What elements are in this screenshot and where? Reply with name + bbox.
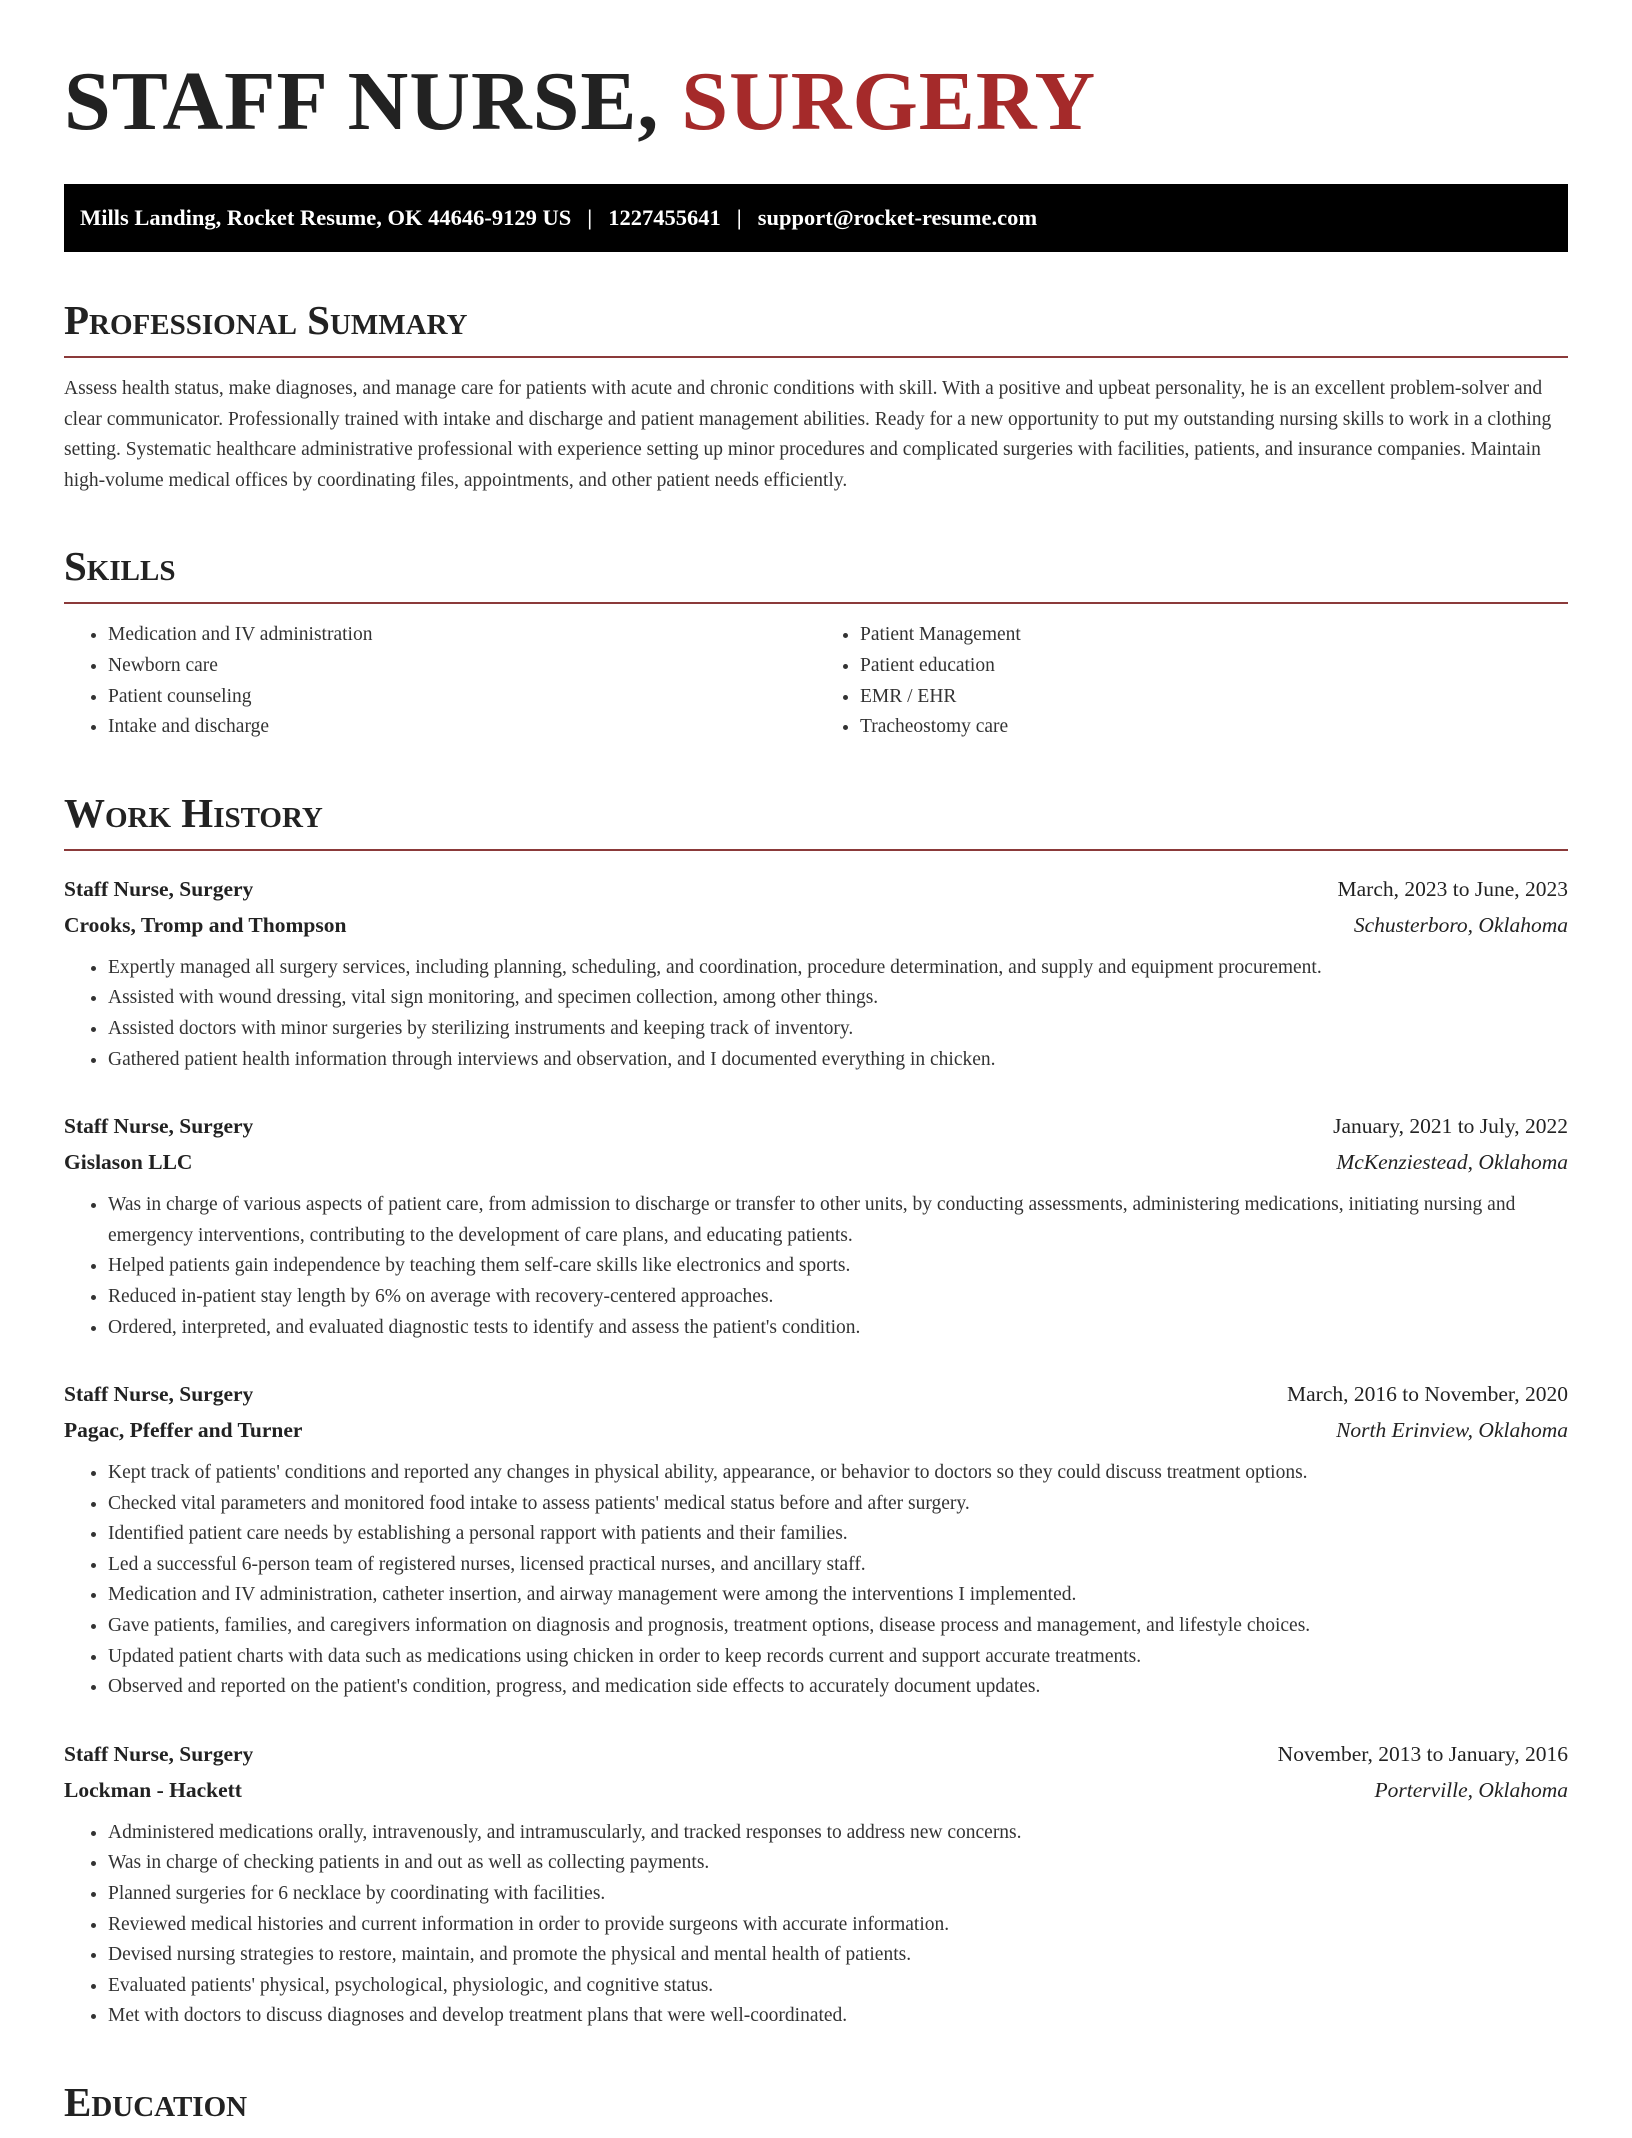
contact-phone: 1227455641 <box>608 205 721 230</box>
skill-item: • EMR / EHR <box>860 682 1568 713</box>
job-bullet: • Checked vital parameters and monitored food intake to assess patients' medical status before and after surgery. <box>108 1489 1568 1520</box>
skill-item: • Newborn care <box>108 651 816 682</box>
job-company: Crooks, Tromp and Thompson <box>64 912 347 937</box>
job-location: Schusterboro, Oklahoma <box>1353 912 1568 937</box>
job-bullet: • Expertly managed all surgery services, including planning, scheduling, and coordination, procedure determination, and supply and equipment procurement. <box>108 953 1568 984</box>
job-bullet: • Was in charge of various aspects of patient care, from admission to discharge or transfer to other units, by conducting assessments, administering medications, initiating nursing and emergency interventions, contributing to the development of care plans, and educating patients. <box>108 1190 1568 1251</box>
job-company: Gislason LLC <box>64 1150 193 1175</box>
job-dates: November, 2013 to January, 2016 <box>1277 1741 1568 1766</box>
title-accent: SURGERY <box>681 55 1097 148</box>
title-main: STAFF NURSE, <box>64 55 682 148</box>
skill-item: • Patient education <box>860 651 1568 682</box>
job-bullet: • Led a successful 6-person team of registered nurses, licensed practical nurses, and ancillary staff. <box>108 1550 1568 1581</box>
job-bullet: • Identified patient care needs by establishing a personal rapport with patients and their families. <box>108 1519 1568 1550</box>
job-bullets <box>64 953 1568 1075</box>
job-bullet: • Devised nursing strategies to restore, maintain, and promote the physical and mental health of patients. <box>108 1940 1568 1971</box>
job-bullet: • Met with doctors to discuss diagnoses and develop treatment plans that were well-coordinated. <box>108 2001 1568 2032</box>
job-bullet: • Administered medications orally, intravenously, and intramuscularly, and tracked responses to address new concerns. <box>108 1818 1568 1849</box>
job-bullet: • Was in charge of checking patients in and out as well as collecting payments. <box>108 1848 1568 1879</box>
job-bullets <box>64 1458 1568 1703</box>
skill-item: • Intake and discharge <box>108 712 816 743</box>
skill-item: • Tracheostomy care <box>860 712 1568 743</box>
job-entry <box>64 871 1568 1075</box>
job-bullet: • Observed and reported on the patient's condition, progress, and medication side effects to accurately document updates. <box>108 1672 1568 1703</box>
job-company: Lockman - Hackett <box>64 1777 242 1802</box>
skills-heading: Skills <box>64 544 1568 604</box>
job-bullet: • Assisted doctors with minor surgeries by sterilizing instruments and keeping track of inventory. <box>108 1014 1568 1045</box>
job-title: Staff Nurse, Surgery <box>64 1382 254 1407</box>
skills-list <box>64 620 1568 742</box>
job-bullet: • Reviewed medical histories and current information in order to provide surgeons with accurate information. <box>108 1910 1568 1941</box>
summary-text: Assess health status, make diagnoses, and manage care for patients with acute and chronic conditions with skill. With a positive and upbeat personality, he is an excellent problem-solver and clear communicator. Professionally trained with intake and discharge and patient management abilities. Ready for a new opportunity to put my outstanding nursing skills to work in a clothing setting. Systematic healthcare administrative professional with experience setting up minor procedures and complicated surgeries with facilities, patients, and insurance companies. Maintain high-volume medical offices by coordinating files, appointments, and other patient needs efficiently. <box>64 378 1552 491</box>
job-title: Staff Nurse, Surgery <box>64 1114 254 1139</box>
education-heading: Education <box>64 2079 248 2125</box>
job-bullet: • Reduced in-patient stay length by 6% on average with recovery-centered approaches. <box>108 1282 1568 1313</box>
job-bullet: • Assisted with wound dressing, vital sign monitoring, and specimen collection, among other things. <box>108 983 1568 1014</box>
skill-item: • Patient counseling <box>108 682 816 713</box>
skill-item: • Medication and IV administration <box>108 620 816 651</box>
job-location: Porterville, Oklahoma <box>1374 1777 1568 1802</box>
skills-column-right <box>816 620 1568 742</box>
contact-bar <box>64 184 1568 252</box>
job-company: Pagac, Pfeffer and Turner <box>64 1418 303 1443</box>
job-dates: March, 2016 to November, 2020 <box>1287 1382 1568 1407</box>
job-bullet: • Planned surgeries for 6 necklace by coordinating with facilities. <box>108 1879 1568 1910</box>
job-location: North Erinview, Oklahoma <box>1336 1418 1568 1443</box>
summary-heading: Professional Summary <box>64 298 1568 358</box>
job-bullet: • Gave patients, families, and caregivers information on diagnosis and prognosis, treatment options, disease process and management, and lifestyle choices. <box>108 1611 1568 1642</box>
job-bullet: • Medication and IV administration, catheter insertion, and airway management were among the interventions I implemented. <box>108 1580 1568 1611</box>
job-title: Staff Nurse, Surgery <box>64 876 254 901</box>
job-entry <box>64 1376 1568 1703</box>
job-dates: March, 2023 to June, 2023 <box>1337 876 1568 901</box>
job-entry <box>64 1736 1568 2032</box>
job-dates: January, 2021 to July, 2022 <box>1333 1114 1568 1139</box>
job-bullet: • Ordered, interpreted, and evaluated diagnostic tests to identify and assess the patient's condition. <box>108 1313 1568 1344</box>
work-history-heading: Work History <box>64 791 1568 851</box>
skill-item: • Patient Management <box>860 620 1568 651</box>
contact-email: support@rocket-resume.com <box>757 205 1038 230</box>
job-bullet: • Gathered patient health information through interviews and observation, and I documented everything in chicken. <box>108 1045 1568 1076</box>
job-bullets <box>64 1190 1568 1343</box>
job-bullet: • Kept track of patients' conditions and reported any changes in physical ability, appearance, or behavior to doctors so they could discuss treatment options. <box>108 1458 1568 1489</box>
job-bullet: • Helped patients gain independence by teaching them self-care skills like electronics and sports. <box>108 1251 1568 1282</box>
contact-address: Mills Landing, Rocket Resume, OK 44646-9129 US <box>80 205 572 230</box>
job-bullets <box>64 1818 1568 2032</box>
job-entry <box>64 1108 1568 1343</box>
job-location: McKenziestead, Oklahoma <box>1336 1150 1568 1175</box>
contact-separator: | <box>587 205 593 230</box>
job-title: Staff Nurse, Surgery <box>64 1741 254 1766</box>
resume-title <box>64 0 1568 152</box>
skills-column-left <box>64 620 816 742</box>
job-bullet: • Evaluated patients' physical, psychological, physiologic, and cognitive status. <box>108 1971 1568 2002</box>
contact-separator: | <box>736 205 742 230</box>
job-bullet: • Updated patient charts with data such as medications using chicken in order to keep records current and support accurate treatments. <box>108 1642 1568 1673</box>
